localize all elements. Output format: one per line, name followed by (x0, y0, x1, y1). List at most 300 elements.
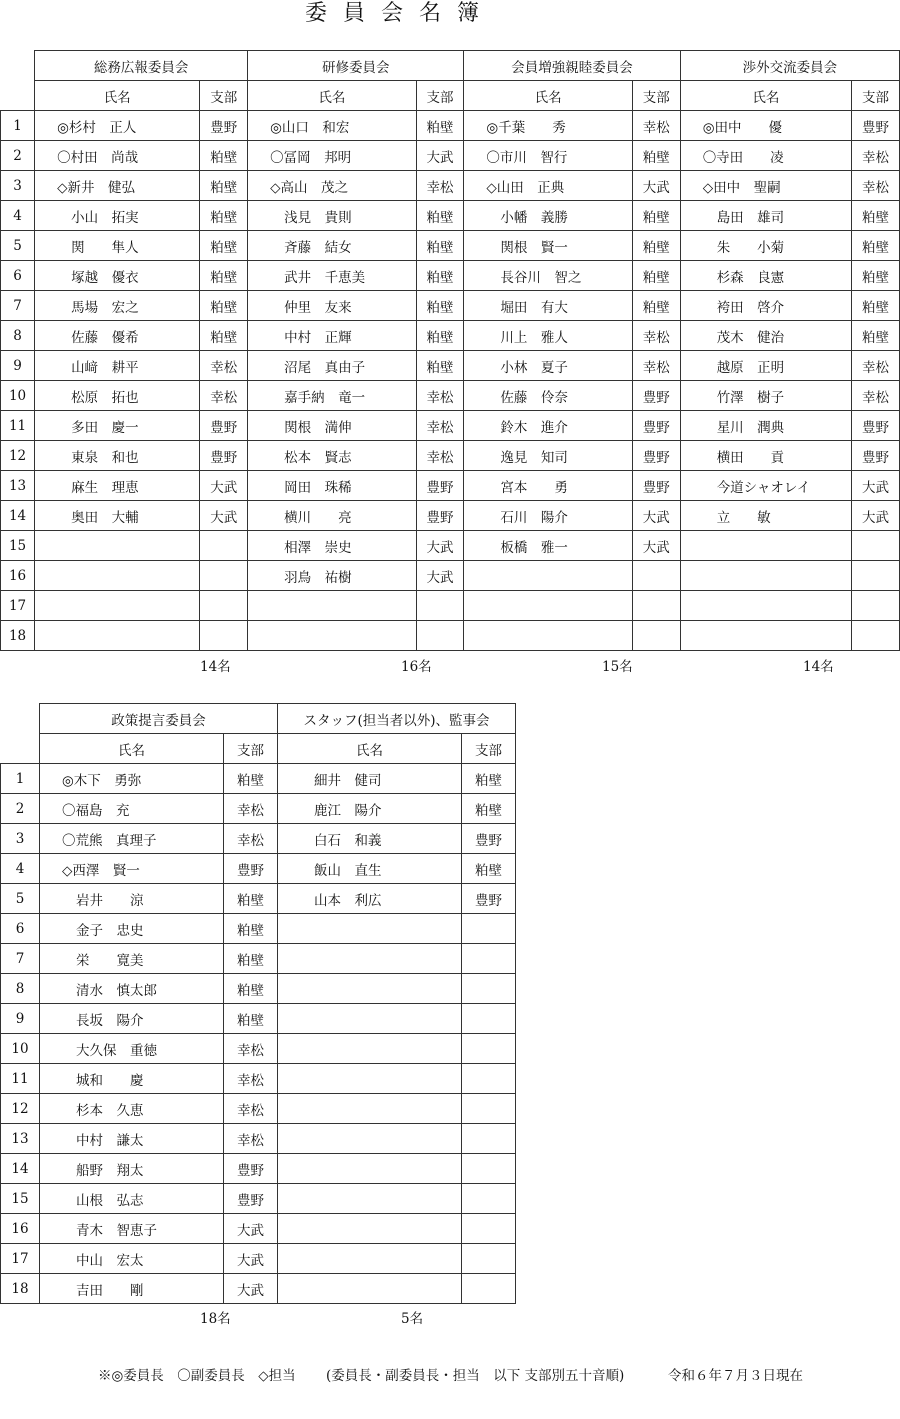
row-number: 14 (1, 501, 35, 531)
empty-branch-cell (632, 561, 680, 591)
member-branch: 豊野 (224, 1184, 278, 1214)
empty-branch-cell (852, 531, 900, 561)
member-branch: 粕壁 (632, 141, 680, 171)
empty-branch-cell (462, 1274, 516, 1304)
member-branch: 幸松 (852, 141, 900, 171)
member-name: 石川 陽介 (464, 501, 632, 531)
row-number: 5 (1, 231, 35, 261)
member-branch: 幸松 (200, 351, 248, 381)
empty-name-cell (278, 1184, 462, 1214)
member-name: 松原 拓也 (35, 381, 200, 411)
table-row (1, 621, 900, 651)
table-row (1, 561, 900, 591)
member-name: 〇荒熊 真理子 (40, 824, 224, 854)
row-number: 10 (1, 381, 35, 411)
member-branch: 豊野 (852, 441, 900, 471)
member-name: 浅見 貴則 (248, 201, 416, 231)
member-branch: 粕壁 (200, 291, 248, 321)
member-branch: 大武 (224, 1214, 278, 1244)
empty-name-cell (680, 621, 851, 651)
empty-name-cell (278, 1124, 462, 1154)
table-row (1, 231, 900, 261)
row-number: 14 (1, 1154, 40, 1184)
member-name: 塚越 優衣 (35, 261, 200, 291)
member-branch: 大武 (416, 561, 464, 591)
empty-name-cell (680, 591, 851, 621)
member-branch: 幸松 (416, 381, 464, 411)
table-row (1, 1214, 516, 1244)
corner-blank (1, 734, 40, 764)
member-branch: 幸松 (224, 824, 278, 854)
row-number: 7 (1, 291, 35, 321)
member-name: 仲里 友来 (248, 291, 416, 321)
member-name: 清水 慎太郎 (40, 974, 224, 1004)
member-branch: 粕壁 (632, 261, 680, 291)
member-name: ◇高山 茂之 (248, 171, 416, 201)
member-branch: 幸松 (852, 171, 900, 201)
corner-blank (1, 81, 35, 111)
member-name: 岡田 珠稀 (248, 471, 416, 501)
member-name: 中村 正輝 (248, 321, 416, 351)
member-branch: 粕壁 (462, 764, 516, 794)
branch-header: 支部 (200, 81, 248, 111)
member-name: 小山 拓実 (35, 201, 200, 231)
row-number: 5 (1, 884, 40, 914)
member-branch: 粕壁 (632, 201, 680, 231)
name-header: 氏名 (680, 81, 851, 111)
member-branch: 粕壁 (852, 201, 900, 231)
empty-name-cell (278, 974, 462, 1004)
member-name: 今道シャオレイ (680, 471, 851, 501)
member-name: 長谷川 智之 (464, 261, 632, 291)
member-branch: 豊野 (632, 411, 680, 441)
member-branch: 粕壁 (852, 231, 900, 261)
table-row (1, 914, 516, 944)
empty-name-cell (278, 914, 462, 944)
member-name: 栄 寛美 (40, 944, 224, 974)
committee-name: 研修委員会 (248, 51, 464, 81)
committee-member-count: 5名 (401, 1311, 424, 1327)
empty-name-cell (680, 531, 851, 561)
member-branch: 大武 (632, 531, 680, 561)
empty-branch-cell (462, 974, 516, 1004)
member-name: 奥田 大輔 (35, 501, 200, 531)
row-number: 10 (1, 1034, 40, 1064)
member-name: ◇新井 健弘 (35, 171, 200, 201)
row-number: 18 (1, 1274, 40, 1304)
member-branch: 豊野 (416, 501, 464, 531)
empty-name-cell (278, 1244, 462, 1274)
member-name: 船野 翔太 (40, 1154, 224, 1184)
member-name: 東泉 和也 (35, 441, 200, 471)
member-name: 細井 健司 (278, 764, 462, 794)
member-branch: 粕壁 (200, 201, 248, 231)
row-number: 6 (1, 261, 35, 291)
table-row (1, 1244, 516, 1274)
member-branch: 豊野 (200, 441, 248, 471)
empty-name-cell (278, 1034, 462, 1064)
member-branch: 粕壁 (200, 261, 248, 291)
committee-member-count: 16名 (401, 659, 432, 675)
member-branch: 豊野 (462, 884, 516, 914)
empty-branch-cell (462, 1034, 516, 1064)
row-number: 16 (1, 561, 35, 591)
member-branch: 豊野 (200, 411, 248, 441)
member-name: 越原 正明 (680, 351, 851, 381)
empty-name-cell (35, 561, 200, 591)
member-branch: 粕壁 (200, 141, 248, 171)
table-row (1, 944, 516, 974)
member-name: ◎杉村 正人 (35, 111, 200, 141)
corner-blank (1, 51, 35, 81)
row-number: 7 (1, 944, 40, 974)
row-number: 8 (1, 974, 40, 1004)
table-row (1, 794, 516, 824)
member-name: 岩井 涼 (40, 884, 224, 914)
member-branch: 粕壁 (200, 231, 248, 261)
row-number: 17 (1, 591, 35, 621)
committee-table-2 (0, 703, 516, 1304)
empty-branch-cell (462, 1064, 516, 1094)
member-branch: 幸松 (852, 381, 900, 411)
member-branch: 幸松 (632, 351, 680, 381)
empty-name-cell (464, 591, 632, 621)
member-name: ◎木下 勇弥 (40, 764, 224, 794)
member-branch: 大武 (632, 171, 680, 201)
member-branch: 豊野 (416, 471, 464, 501)
member-name: 関根 満伸 (248, 411, 416, 441)
member-branch: 粕壁 (416, 231, 464, 261)
branch-header: 支部 (852, 81, 900, 111)
row-number: 17 (1, 1244, 40, 1274)
row-number: 2 (1, 794, 40, 824)
table-row (1, 351, 900, 381)
member-name: 小幡 義勝 (464, 201, 632, 231)
member-branch: 豊野 (632, 441, 680, 471)
empty-branch-cell (462, 1214, 516, 1244)
row-number: 3 (1, 171, 35, 201)
member-branch: 幸松 (224, 1094, 278, 1124)
row-number: 12 (1, 441, 35, 471)
committee-name: スタッフ(担当者以外)、監事会 (278, 704, 516, 734)
corner-blank (1, 704, 40, 734)
table-row (1, 291, 900, 321)
member-name: 羽鳥 祐樹 (248, 561, 416, 591)
member-branch: 大武 (852, 501, 900, 531)
footer-legend: ※◎委員長 〇副委員長 ◇担当 (98, 1368, 296, 1384)
row-number: 9 (1, 1004, 40, 1034)
column-header-row (1, 81, 900, 111)
row-number: 4 (1, 854, 40, 884)
member-name: 鈴木 進介 (464, 411, 632, 441)
member-name: 白石 和義 (278, 824, 462, 854)
member-branch: 幸松 (224, 1124, 278, 1154)
branch-header: 支部 (224, 734, 278, 764)
committee-name: 政策提言委員会 (40, 704, 278, 734)
name-header: 氏名 (278, 734, 462, 764)
member-branch: 豊野 (224, 854, 278, 884)
name-header: 氏名 (35, 81, 200, 111)
member-branch: 幸松 (416, 441, 464, 471)
committee-name: 総務広報委員会 (35, 51, 248, 81)
committee-member-count: 14名 (803, 659, 834, 675)
member-branch: 粕壁 (852, 291, 900, 321)
member-name: ◎田中 優 (680, 111, 851, 141)
row-number: 11 (1, 411, 35, 441)
empty-name-cell (35, 531, 200, 561)
empty-branch-cell (200, 621, 248, 651)
member-name: 城和 慶 (40, 1064, 224, 1094)
member-name: 〇寺田 凌 (680, 141, 851, 171)
member-name: 小林 夏子 (464, 351, 632, 381)
branch-header: 支部 (632, 81, 680, 111)
table-row (1, 1064, 516, 1094)
empty-branch-cell (462, 1004, 516, 1034)
empty-branch-cell (462, 1094, 516, 1124)
row-number: 12 (1, 1094, 40, 1124)
member-branch: 粕壁 (632, 231, 680, 261)
member-branch: 大武 (416, 531, 464, 561)
member-branch: 大武 (852, 471, 900, 501)
table-row (1, 884, 516, 914)
row-number: 9 (1, 351, 35, 381)
member-branch: 大武 (224, 1274, 278, 1304)
table-row (1, 1274, 516, 1304)
empty-name-cell (278, 1214, 462, 1244)
member-name: 横田 貢 (680, 441, 851, 471)
table-row (1, 261, 900, 291)
member-name: 斉藤 結女 (248, 231, 416, 261)
empty-branch-cell (852, 591, 900, 621)
member-name: 青木 智恵子 (40, 1214, 224, 1244)
empty-branch-cell (462, 1184, 516, 1214)
member-name: 大久保 重徳 (40, 1034, 224, 1064)
table-row (1, 1124, 516, 1154)
member-name: 関 隼人 (35, 231, 200, 261)
empty-name-cell (278, 1094, 462, 1124)
member-branch: 粕壁 (852, 321, 900, 351)
member-name: 〇市川 智行 (464, 141, 632, 171)
row-number: 8 (1, 321, 35, 351)
empty-branch-cell (632, 591, 680, 621)
table-row (1, 1154, 516, 1184)
member-name: 朱 小菊 (680, 231, 851, 261)
table-row (1, 441, 900, 471)
table-row (1, 411, 900, 441)
empty-branch-cell (200, 591, 248, 621)
member-name: 島田 雄司 (680, 201, 851, 231)
member-name: ◎千葉 秀 (464, 111, 632, 141)
empty-name-cell (278, 1154, 462, 1184)
member-name: 立 敏 (680, 501, 851, 531)
member-name: ◇田中 聖嗣 (680, 171, 851, 201)
member-branch: 粕壁 (224, 764, 278, 794)
empty-branch-cell (632, 621, 680, 651)
member-name: 相澤 崇史 (248, 531, 416, 561)
member-name: 茂木 健治 (680, 321, 851, 351)
committee-table-1 (0, 50, 900, 651)
member-name: 馬場 宏之 (35, 291, 200, 321)
footer-date: 令和６年７月３日現在 (668, 1368, 803, 1384)
empty-name-cell (278, 1004, 462, 1034)
name-header: 氏名 (40, 734, 224, 764)
member-name: 〇冨岡 邦明 (248, 141, 416, 171)
member-branch: 幸松 (224, 1034, 278, 1064)
member-branch: 粕壁 (462, 794, 516, 824)
member-branch: 粕壁 (224, 1004, 278, 1034)
empty-name-cell (248, 621, 416, 651)
member-branch: 粕壁 (224, 944, 278, 974)
row-number: 3 (1, 824, 40, 854)
member-branch: 幸松 (224, 1064, 278, 1094)
member-name: 山﨑 耕平 (35, 351, 200, 381)
table-row (1, 171, 900, 201)
member-name: 沼尾 真由子 (248, 351, 416, 381)
committee-member-count: 14名 (200, 659, 231, 675)
member-branch: 粕壁 (224, 884, 278, 914)
table-row (1, 111, 900, 141)
empty-name-cell (35, 591, 200, 621)
name-header: 氏名 (248, 81, 416, 111)
empty-branch-cell (462, 944, 516, 974)
member-branch: 大武 (416, 141, 464, 171)
member-branch: 粕壁 (200, 171, 248, 201)
empty-name-cell (278, 944, 462, 974)
empty-branch-cell (462, 1124, 516, 1154)
row-number: 15 (1, 1184, 40, 1214)
committee-name-row (1, 51, 900, 81)
committee-name: 渉外交流委員会 (680, 51, 899, 81)
member-name: 横川 亮 (248, 501, 416, 531)
member-branch: 粕壁 (416, 291, 464, 321)
member-name: 川上 雅人 (464, 321, 632, 351)
member-name: 長坂 陽介 (40, 1004, 224, 1034)
committee-member-count: 15名 (602, 659, 633, 675)
row-number: 11 (1, 1064, 40, 1094)
member-branch: 幸松 (224, 794, 278, 824)
member-branch: 幸松 (632, 111, 680, 141)
member-name: 山根 弘志 (40, 1184, 224, 1214)
member-name: 吉田 剛 (40, 1274, 224, 1304)
member-name: 星川 潤典 (680, 411, 851, 441)
member-name: 武井 千恵美 (248, 261, 416, 291)
table-row (1, 1094, 516, 1124)
table-row (1, 1004, 516, 1034)
member-branch: 大武 (632, 501, 680, 531)
member-branch: 幸松 (200, 381, 248, 411)
table-row (1, 1184, 516, 1214)
member-name: 中山 宏太 (40, 1244, 224, 1274)
empty-branch-cell (462, 914, 516, 944)
table-row (1, 531, 900, 561)
empty-name-cell (278, 1274, 462, 1304)
page-title: 委員会名簿 (304, 1, 495, 26)
member-name: 鹿江 陽介 (278, 794, 462, 824)
member-name: ◇西澤 賢一 (40, 854, 224, 884)
member-name: 袴田 啓介 (680, 291, 851, 321)
table-row (1, 854, 516, 884)
member-name: ◎山口 和宏 (248, 111, 416, 141)
row-number: 1 (1, 111, 35, 141)
empty-name-cell (248, 591, 416, 621)
empty-name-cell (464, 621, 632, 651)
table-row (1, 201, 900, 231)
empty-branch-cell (416, 621, 464, 651)
branch-header: 支部 (462, 734, 516, 764)
empty-branch-cell (200, 531, 248, 561)
member-name: 飯山 直生 (278, 854, 462, 884)
row-number: 18 (1, 621, 35, 651)
member-branch: 粕壁 (416, 201, 464, 231)
row-number: 1 (1, 764, 40, 794)
branch-header: 支部 (416, 81, 464, 111)
row-number: 4 (1, 201, 35, 231)
member-name: 多田 慶一 (35, 411, 200, 441)
empty-branch-cell (416, 591, 464, 621)
member-branch: 豊野 (632, 381, 680, 411)
empty-name-cell (278, 1064, 462, 1094)
table-row (1, 471, 900, 501)
member-branch: 豊野 (462, 824, 516, 854)
member-branch: 粕壁 (224, 974, 278, 1004)
member-branch: 豊野 (852, 111, 900, 141)
table-row (1, 1034, 516, 1064)
member-name: 嘉手納 竜一 (248, 381, 416, 411)
member-branch: 幸松 (852, 351, 900, 381)
member-branch: 粕壁 (416, 351, 464, 381)
member-name: 松本 賢志 (248, 441, 416, 471)
member-name: ◇山田 正典 (464, 171, 632, 201)
member-branch: 粕壁 (462, 854, 516, 884)
table-row (1, 824, 516, 854)
table-row (1, 321, 900, 351)
table-row (1, 141, 900, 171)
member-name: 佐藤 伶奈 (464, 381, 632, 411)
table-row (1, 381, 900, 411)
row-number: 2 (1, 141, 35, 171)
empty-branch-cell (462, 1244, 516, 1274)
member-branch: 大武 (200, 501, 248, 531)
table-row (1, 501, 900, 531)
row-number: 15 (1, 531, 35, 561)
row-number: 13 (1, 471, 35, 501)
empty-branch-cell (200, 561, 248, 591)
empty-name-cell (680, 561, 851, 591)
member-name: 〇村田 尚哉 (35, 141, 200, 171)
member-name: 竹澤 樹子 (680, 381, 851, 411)
member-branch: 粕壁 (200, 321, 248, 351)
footer-note: (委員長・副委員長・担当 以下 支部別五十音順) (326, 1368, 625, 1384)
member-branch: 幸松 (416, 171, 464, 201)
member-name: 佐藤 優希 (35, 321, 200, 351)
member-name: 逸見 知司 (464, 441, 632, 471)
committee-member-count: 18名 (200, 1311, 231, 1327)
member-branch: 粕壁 (416, 261, 464, 291)
empty-name-cell (35, 621, 200, 651)
name-header: 氏名 (464, 81, 632, 111)
empty-branch-cell (852, 561, 900, 591)
member-name: 堀田 有大 (464, 291, 632, 321)
member-branch: 幸松 (632, 321, 680, 351)
member-branch: 粕壁 (632, 291, 680, 321)
member-name: 宮本 勇 (464, 471, 632, 501)
member-name: 板橋 雅一 (464, 531, 632, 561)
member-branch: 粕壁 (416, 111, 464, 141)
member-name: 杉本 久恵 (40, 1094, 224, 1124)
table-row (1, 591, 900, 621)
member-branch: 豊野 (200, 111, 248, 141)
table-row (1, 764, 516, 794)
